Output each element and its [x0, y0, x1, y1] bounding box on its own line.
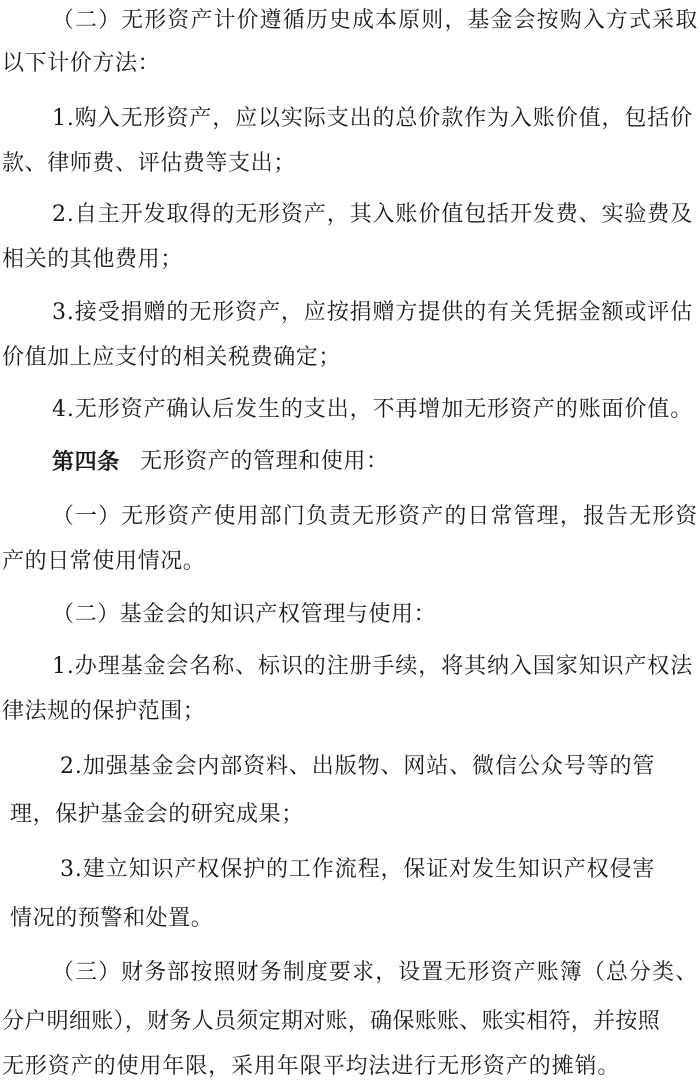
paragraph-finance-line-2: 分户明细账），财务人员须定期对账，确保账账、账实相符，并按照 [2, 1009, 661, 1034]
item-purchase-line-2: 款、律师费、评估费等支出； [2, 151, 296, 176]
item-subsequent-expense: 4.无形资产确认后发生的支出，不再增加无形资产的账面价值。 [52, 397, 694, 422]
item-donated-line-1: 3.接受捐赠的无形资产，应按捐赠方提供的有关凭据金额或评估 [52, 300, 694, 325]
item-registration-line-2: 律法规的保护范围； [2, 699, 206, 724]
paragraph-valuation-line-2: 以下计价方法： [2, 51, 161, 76]
article-heading: 第四条 [52, 449, 120, 475]
item-self-developed-line-1: 2.自主开发取得的无形资产，其入账价值包括开发费、实验费及 [52, 202, 694, 227]
article-title: 无形资产的管理和使用： [140, 449, 389, 474]
item-registration-line-1: 1.办理基金会名称、标识的注册手续，将其纳入国家知识产权法 [52, 654, 694, 679]
item-donated-line-2: 价值加上应支付的相关税费确定； [2, 345, 342, 370]
paragraph-finance-line-3: 无形资产的使用年限，采用年限平均法进行无形资产的摊销。 [2, 1054, 621, 1079]
item-workflow-line-1: 3.建立知识产权保护的工作流程，保证对发生知识产权侵害 [60, 857, 656, 882]
paragraph-finance-line-1: （三）财务部按照财务制度要求，设置无形资产账簿（总分类、 [52, 960, 699, 985]
item-protection-line-1: 2.加强基金会内部资料、出版物、网站、微信公众号等的管 [60, 754, 656, 779]
item-workflow-line-2: 情况的预警和处置。 [10, 906, 214, 931]
paragraph-ip-management: （二）基金会的知识产权管理与使用： [52, 602, 437, 627]
item-self-developed-line-2: 相关的其他费用； [2, 247, 183, 272]
item-protection-line-2: 理，保护基金会的研究成果； [10, 802, 304, 827]
paragraph-valuation-line-1: （二）无形资产计价遵循历史成本原则，基金会按购入方式采取 [52, 8, 699, 33]
paragraph-department-line-2: 产的日常使用情况。 [2, 549, 206, 574]
paragraph-department-line-1: （一）无形资产使用部门负责无形资产的日常管理，报告无形资 [52, 504, 699, 529]
item-purchase-line-1: 1.购入无形资产，应以实际支出的总价款作为入账价值，包括价 [52, 106, 694, 131]
